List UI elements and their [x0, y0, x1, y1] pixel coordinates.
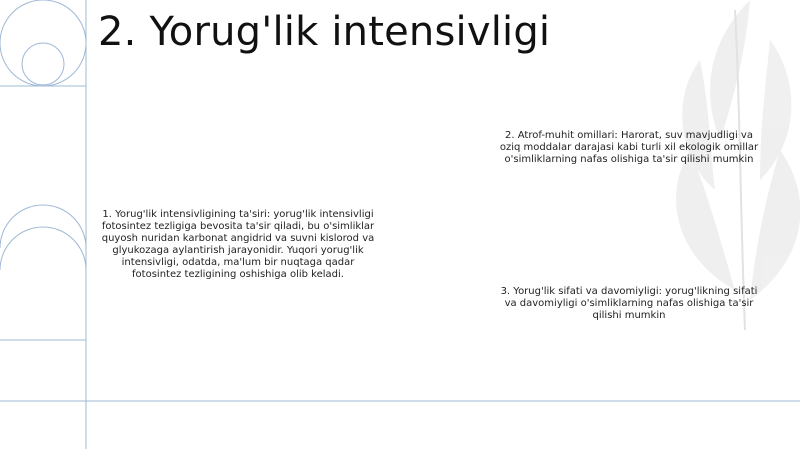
slide-title: 2. Yorug'lik intensivligi — [98, 9, 551, 55]
paragraph-light-quality-duration: 3. Yorug'lik sifati va davomiyligi: yorug'likning sifati va davomiyligi o'simliklarning nafas olishiga ta'sir qilishi mumkin — [500, 286, 758, 321]
paragraph-light-intensity-effect: 1. Yorug'lik intensivligining ta'siri: yorug'lik intensivligi fotosintez tezligiga bevosita ta'sir qiladi, bu o'simliklar quyosh nuridan karbonat angidrid va suvni kislorod va glyukozaga aylantirish jarayonidir. Yuqori yorug'lik intensivligi, odatda, ma'lum bir nuqtaga qadar fotosintez tezligining oshishiga olib keladi. — [101, 209, 375, 280]
deco-arc-upper — [0, 227, 86, 270]
deco-circle-small — [22, 43, 64, 85]
paragraph-environmental-factors: 2. Atrof-muhit omillari: Harorat, suv mavjudligi va oziq moddalar darajasi kabi turli xil ekologik omillar o'simliklarning nafas olishiga ta'sir qilishi mumkin — [499, 130, 759, 165]
